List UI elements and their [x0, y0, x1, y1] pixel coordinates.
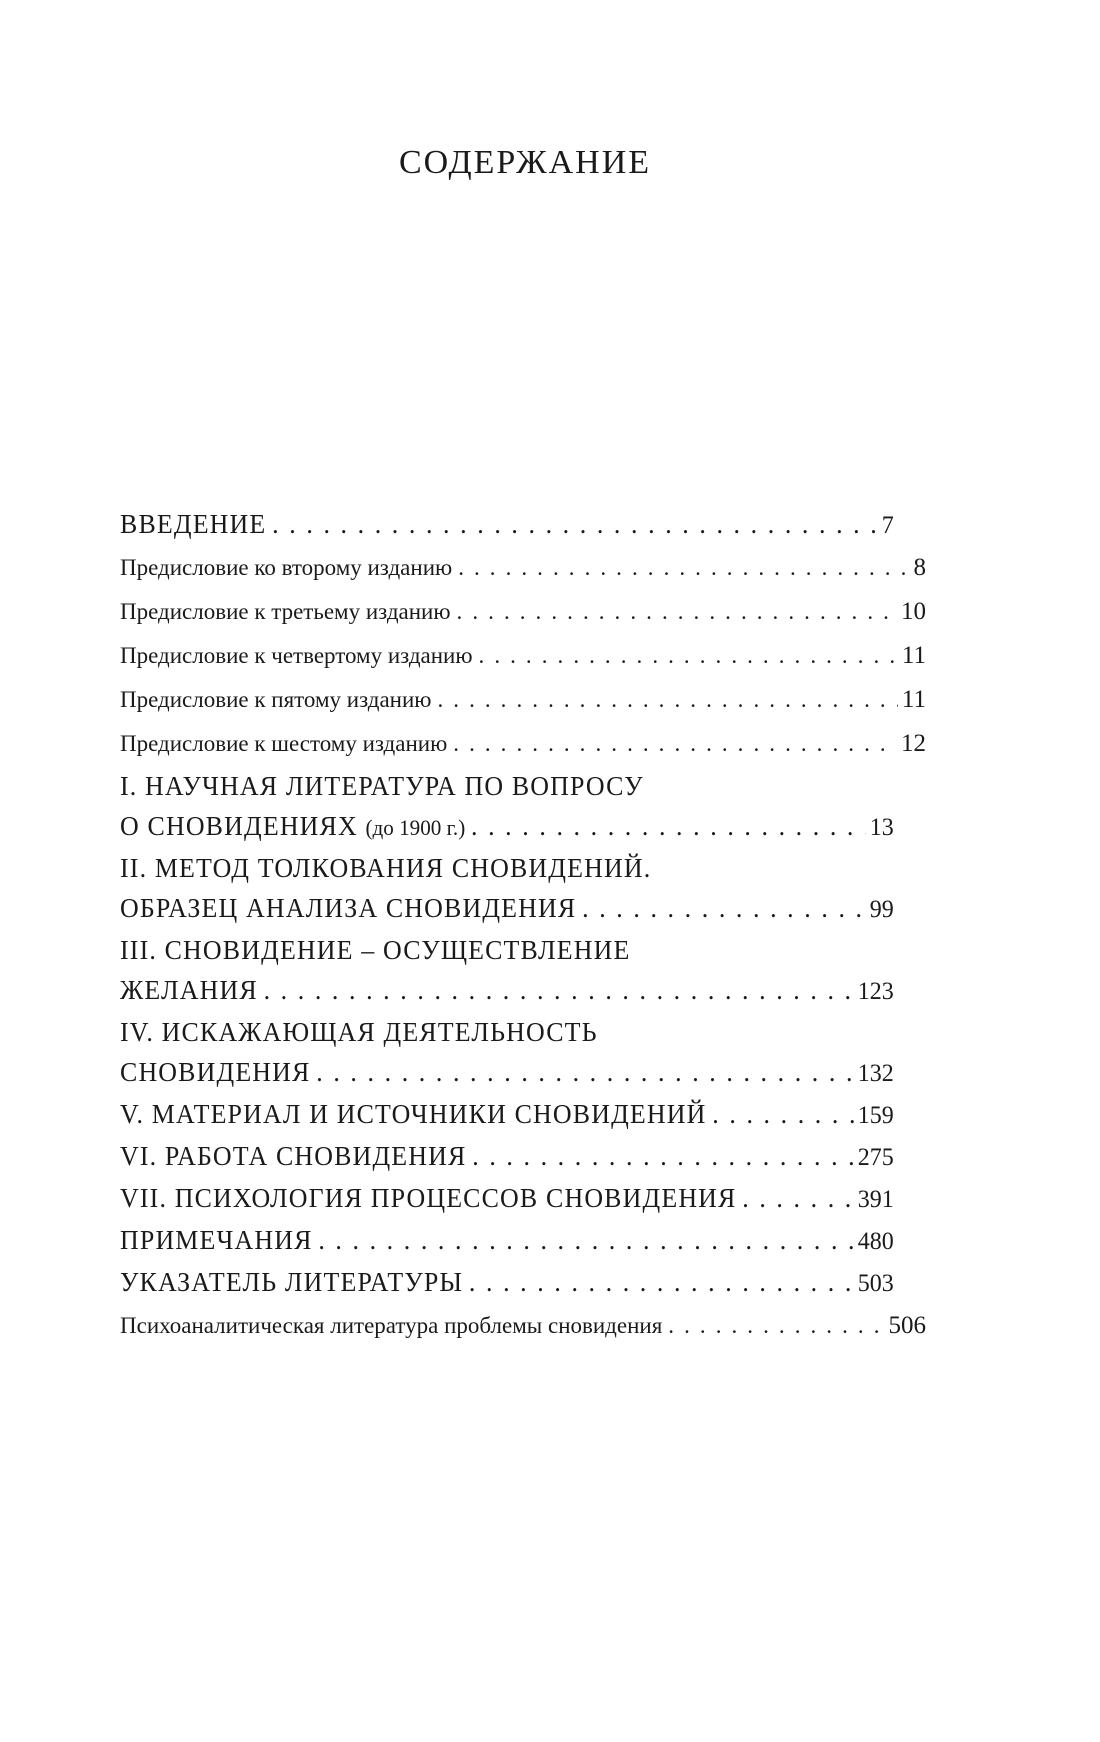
toc-entry-title-text: О СНОВИДЕНИЯХ: [120, 811, 358, 841]
toc-entry-preface-6th[interactable]: [120, 722, 926, 766]
toc-entry-title-line-1: II. МЕТОД ТОЛКОВАНИЯ СНОВИДЕНИЙ.: [120, 853, 652, 883]
toc-entry-chapter-7[interactable]: [120, 1178, 894, 1220]
dot-leader: [457, 590, 897, 634]
dot-leader: [582, 888, 866, 928]
toc-entry-title-line-2: СНОВИДЕНИЯ: [120, 1052, 316, 1092]
toc-page-number: 503: [854, 1264, 894, 1304]
dot-leader: [471, 806, 866, 846]
toc-entry-title: УКАЗАТЕЛЬ ЛИТЕРАТУРЫ: [120, 1262, 469, 1302]
toc-page-number: 506: [885, 1304, 927, 1348]
toc-entry-title: ПРИМЕЧАНИЯ: [120, 1220, 318, 1260]
dot-leader: [742, 1178, 854, 1218]
toc-entry-title: Предисловие к четвертому изданию: [120, 634, 479, 678]
dot-leader: [472, 1136, 854, 1176]
toc-page-number: 12: [897, 722, 926, 766]
toc-entry-preface-5th[interactable]: [120, 678, 926, 722]
toc-entry-title: V. МАТЕРИАЛ И ИСТОЧНИКИ СНОВИДЕНИЙ: [120, 1094, 712, 1134]
toc-entry-title: VI. РАБОТА СНОВИДЕНИЯ: [120, 1136, 472, 1176]
toc-page-number: 7: [876, 506, 893, 546]
page-title: СОДЕРЖАНИЕ: [398, 144, 652, 181]
dot-leader: [469, 1262, 854, 1302]
toc-entry-chapter-3[interactable]: [120, 930, 894, 1012]
dot-leader: [712, 1094, 854, 1134]
toc-entry-chapter-6[interactable]: [120, 1136, 894, 1178]
toc-entry-chapter-2[interactable]: [120, 848, 894, 930]
toc-entry-title: Предисловие к пятому изданию: [120, 678, 437, 722]
toc-page-number: 11: [898, 634, 926, 678]
toc-page-number: 132: [854, 1054, 894, 1094]
toc-entry-title-line-2: [120, 806, 471, 848]
toc-entry-title: Предисловие к шестому изданию: [120, 722, 453, 766]
toc-entry-chapter-5[interactable]: [120, 1094, 894, 1136]
toc-entry-preface-4th[interactable]: [120, 634, 926, 678]
toc-entry-title: ВВЕДЕНИЕ: [120, 504, 272, 544]
dot-leader: [668, 1304, 884, 1348]
dot-leader: [264, 970, 854, 1010]
toc-page-number: 480: [854, 1222, 894, 1262]
toc-entry-title: Психоаналитическая литература проблемы сновидения: [120, 1304, 668, 1348]
toc-entry-title-line-2: ОБРАЗЕЦ АНАЛИЗА СНОВИДЕНИЯ: [120, 888, 582, 928]
toc-entry-psychoanalytic-literature[interactable]: [120, 1304, 926, 1348]
toc-entry-title: Предисловие ко второму изданию: [120, 546, 458, 590]
toc-page-number: 13: [866, 808, 894, 848]
toc-entry-chapter-1[interactable]: [120, 766, 894, 848]
table-of-contents: [120, 504, 926, 1348]
toc-entry-title-line-1: III. СНОВИДЕНИЕ – ОСУЩЕСТВЛЕНИЕ: [120, 935, 631, 965]
toc-entry-date-note: (до 1900 г.): [365, 815, 466, 840]
toc-entry-title: Предисловие к третьему изданию: [120, 590, 457, 634]
dot-leader: [453, 722, 897, 766]
dot-leader: [316, 1052, 854, 1092]
toc-page-number: 159: [854, 1096, 894, 1136]
toc-page-number: 123: [854, 972, 894, 1012]
toc-entry-bibliography[interactable]: [120, 1262, 894, 1304]
toc-entry-preface-2nd[interactable]: [120, 546, 926, 590]
dot-leader: [479, 634, 898, 678]
toc-page-number: 8: [908, 546, 926, 590]
toc-page-number: 11: [898, 678, 926, 722]
toc-entry-introduction[interactable]: [120, 504, 894, 546]
dot-leader: [318, 1220, 854, 1260]
toc-entry-title-line-1: I. НАУЧНАЯ ЛИТЕРАТУРА ПО ВОПРОСУ: [120, 771, 644, 801]
toc-entry-title: VII. ПСИХОЛОГИЯ ПРОЦЕССОВ СНОВИДЕНИЯ: [120, 1178, 742, 1218]
toc-entry-title-line-1: IV. ИСКАЖАЮЩАЯ ДЕЯТЕЛЬНОСТЬ: [120, 1017, 598, 1047]
toc-page-number: 10: [897, 590, 926, 634]
toc-entry-chapter-4[interactable]: [120, 1012, 894, 1094]
toc-entry-title-line-2: ЖЕЛАНИЯ: [120, 970, 264, 1010]
toc-page-number: 275: [854, 1138, 894, 1178]
toc-page-number: 391: [854, 1180, 894, 1220]
toc-page-number: 99: [866, 890, 894, 930]
dot-leader: [458, 546, 908, 590]
dot-leader: [272, 504, 876, 544]
dot-leader: [437, 678, 897, 722]
toc-entry-notes[interactable]: [120, 1220, 894, 1262]
toc-entry-preface-3rd[interactable]: [120, 590, 926, 634]
